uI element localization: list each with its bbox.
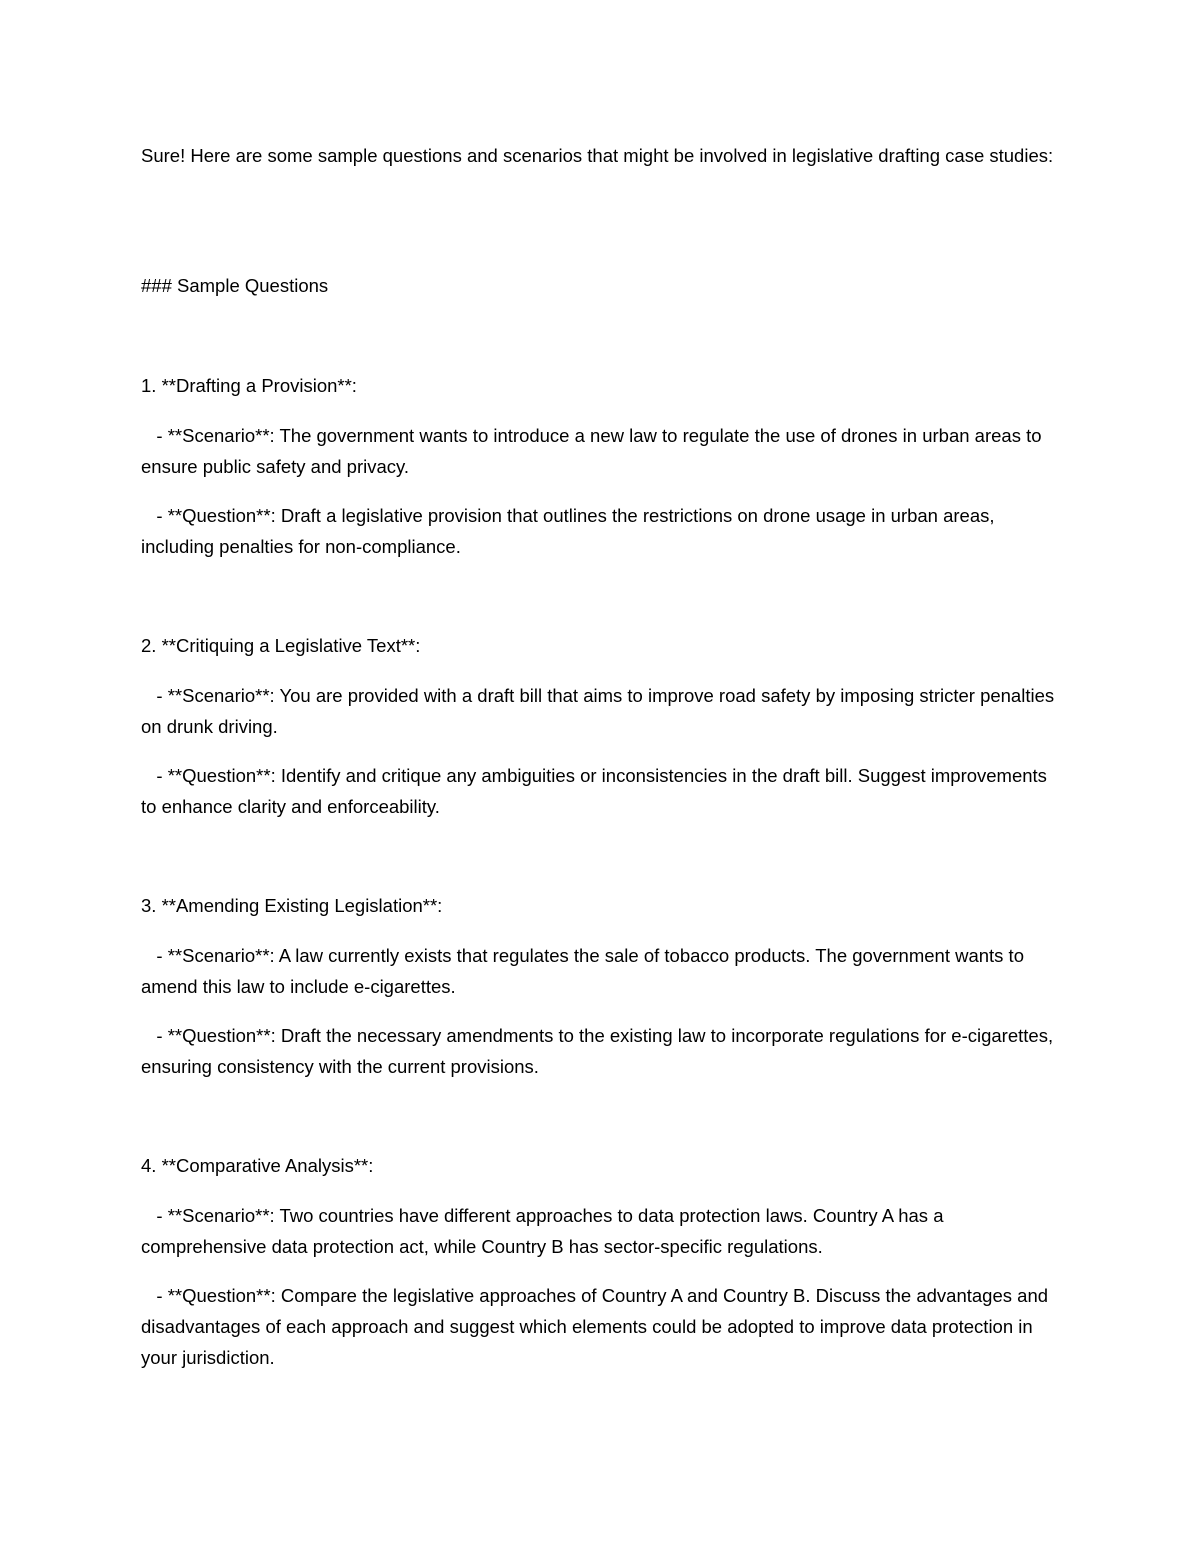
item-1-scenario: - **Scenario**: The government wants to introduce a new law to regulate the use of drones in urban areas to ensure public safety and privacy. bbox=[141, 425, 1047, 477]
item-2-scenario: - **Scenario**: You are provided with a draft bill that aims to improve road safety by imposing stricter penalties on drunk driving. bbox=[141, 685, 1060, 737]
item-3-title: 3. **Amending Existing Legislation**: bbox=[141, 895, 443, 916]
item-4-scenario: - **Scenario**: Two countries have different approaches to data protection laws. Country A has a comprehensive data protection act, while Country B has sector-specific regulations. bbox=[141, 1205, 949, 1257]
section-heading: ### Sample Questions bbox=[141, 275, 329, 296]
intro-paragraph: Sure! Here are some sample questions and scenarios that might be involved in legislative drafting case studies: bbox=[141, 145, 1054, 166]
item-2-title: 2. **Critiquing a Legislative Text**: bbox=[141, 635, 421, 656]
item-4-title: 4. **Comparative Analysis**: bbox=[141, 1155, 374, 1176]
item-1-question: - **Question**: Draft a legislative provision that outlines the restrictions on drone usage in urban areas, including penalties for non-compliance. bbox=[141, 505, 1000, 557]
item-3-question: - **Question**: Draft the necessary amendments to the existing law to incorporate regulations for e-cigarettes, ensuring consistency with the current provisions. bbox=[141, 1025, 1059, 1077]
item-4-question: - **Question**: Compare the legislative approaches of Country A and Country B. Discuss the advantages and disadvantages of each approach and suggest which elements could be adopted to improve data protection in your jurisdiction. bbox=[141, 1285, 1054, 1368]
item-3-scenario: - **Scenario**: A law currently exists that regulates the sale of tobacco products. The government wants to amend this law to include e-cigarettes. bbox=[141, 945, 1030, 997]
item-1-title: 1. **Drafting a Provision**: bbox=[141, 375, 357, 396]
item-2-question: - **Question**: Identify and critique any ambiguities or inconsistencies in the draft bill. Suggest improvements to enhance clarity and enforceability. bbox=[141, 765, 1053, 817]
